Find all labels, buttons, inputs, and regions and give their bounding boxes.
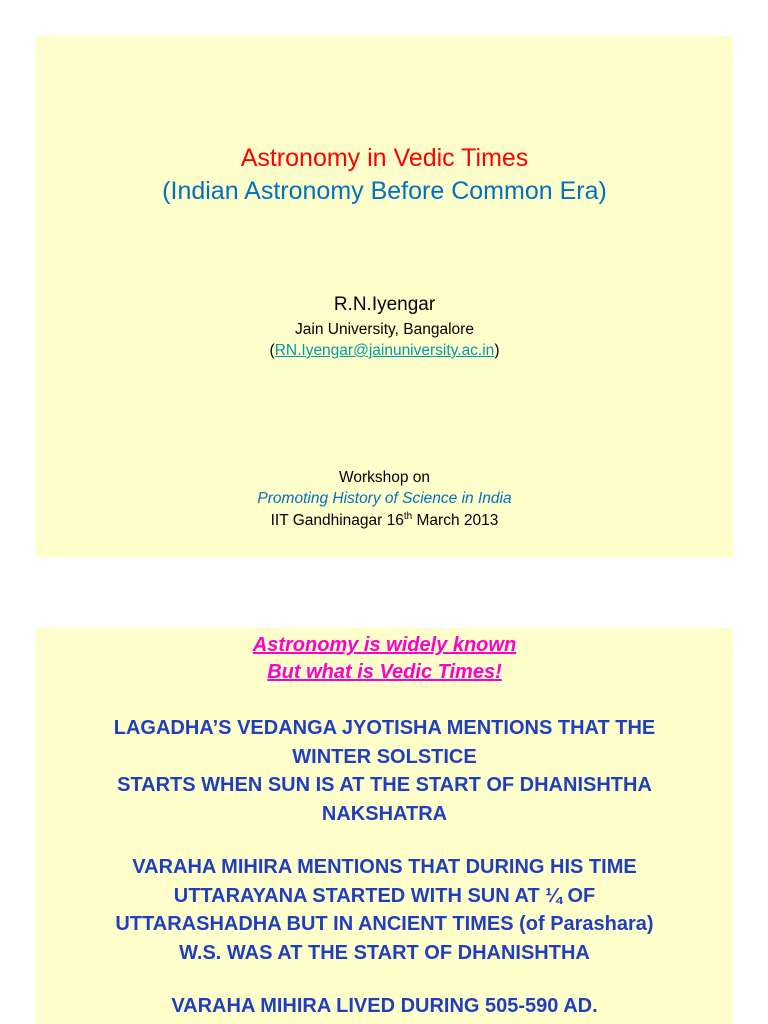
workshop-title: Promoting History of Science in India bbox=[257, 490, 512, 507]
author-email-line bbox=[36, 342, 733, 360]
text-line: VARAHA MIHIRA MENTIONS THAT DURING HIS TIME bbox=[132, 856, 637, 878]
text-aside: (of Parashara) bbox=[519, 913, 654, 935]
slide-title: Astronomy in Vedic Times bbox=[240, 144, 529, 172]
venue-prefix: IIT Gandhinagar 16 bbox=[270, 512, 404, 530]
text-line: WINTER SOLSTICE bbox=[292, 745, 477, 768]
text-main: UTTARASHADHA BUT IN ANCIENT TIMES bbox=[115, 913, 520, 935]
venue-suffix: March 2013 bbox=[412, 512, 499, 530]
email-close-paren: ) bbox=[494, 342, 500, 359]
text-line: STARTS WHEN SUN IS AT THE START OF DHANISHTHA bbox=[117, 774, 652, 796]
author-name: R.N.Iyengar bbox=[333, 294, 436, 315]
workshop-label: Workshop on bbox=[338, 469, 431, 486]
author-affiliation: Jain University, Bangalore bbox=[295, 321, 474, 338]
text-line bbox=[36, 910, 733, 939]
paragraph-lagadha bbox=[36, 714, 733, 828]
email-link[interactable]: RN.Iyengar@jainuniversity.ac.in bbox=[274, 342, 495, 359]
title-slide bbox=[36, 36, 733, 557]
content-slide bbox=[36, 628, 733, 1024]
heading-line: Astronomy is widely known bbox=[252, 634, 517, 656]
text-line: W.S. WAS AT THE START OF DHANISHTHA bbox=[179, 941, 590, 964]
text-line: UTTARAYANA STARTED WITH SUN AT ¼ OF bbox=[173, 884, 596, 907]
text-line: VARAHA MIHIRA LIVED DURING 505-590 AD. bbox=[171, 995, 598, 1017]
paragraph-dates bbox=[36, 992, 733, 1021]
slide-subtitle: (Indian Astronomy Before Common Era) bbox=[162, 177, 607, 205]
email-open-paren: ( bbox=[269, 342, 275, 359]
paragraph-varaha bbox=[36, 853, 733, 967]
text-line: LAGADHA’S VEDANGA JYOTISHA MENTIONS THAT THE bbox=[113, 717, 656, 739]
venue-superscript: th bbox=[403, 511, 413, 522]
heading-line: But what is Vedic Times! bbox=[267, 661, 502, 683]
slide-heading bbox=[36, 632, 733, 686]
workshop-venue bbox=[36, 511, 733, 530]
text-line: NAKSHATRA bbox=[321, 802, 448, 825]
